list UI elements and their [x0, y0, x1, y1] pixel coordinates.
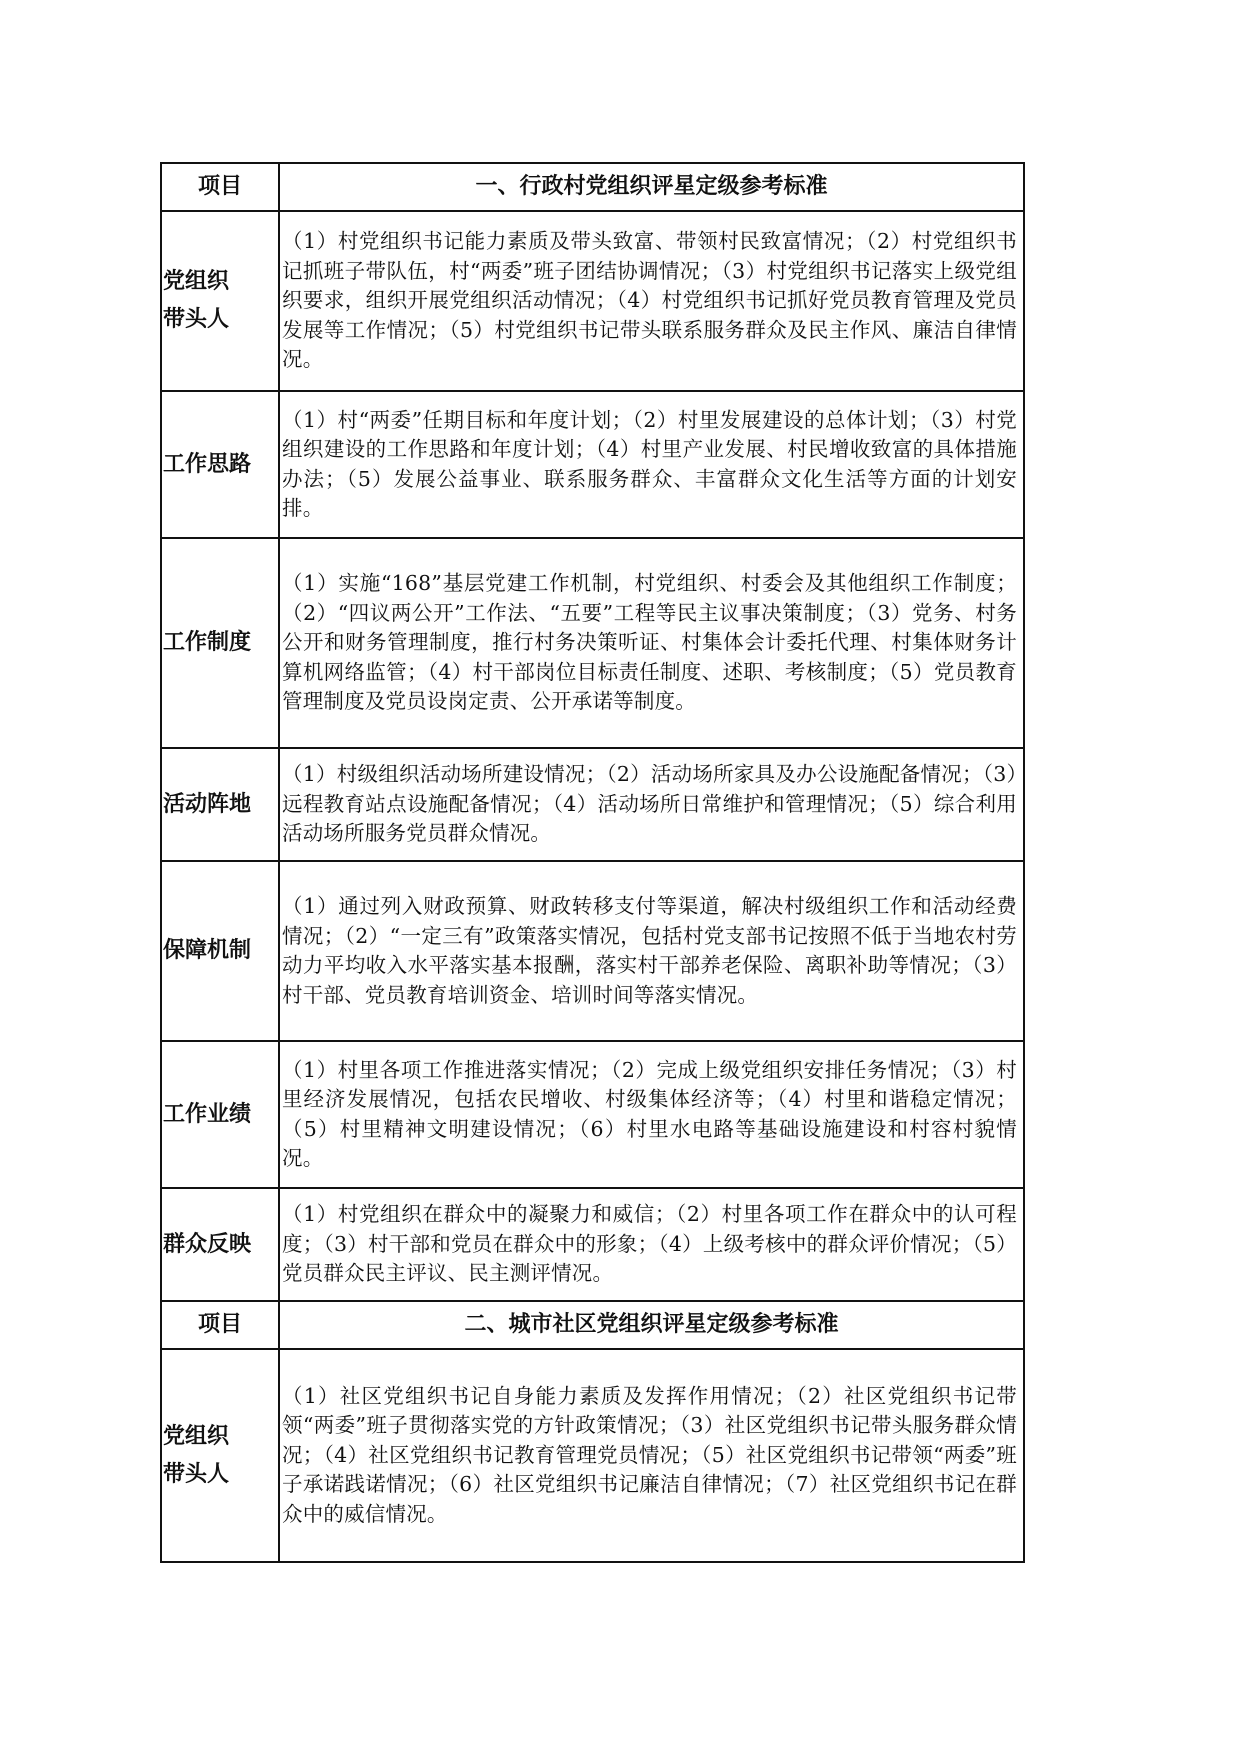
- row-label-line: 工作制度: [163, 630, 252, 655]
- table-row: [161, 748, 1024, 861]
- section1-title: 一、行政村党组织评星定级参考标准: [279, 163, 1024, 211]
- row-content: （1）村“两委”任期目标和年度计划；（2）村里发展建设的总体计划；（3）村党组织建设的工作思路和年度计划；（4）村里产业发展、村民增收致富的具体措施办法；（5）发展公益事业、联系服务群众、丰富群众文化生活等方面的计划安排。: [279, 391, 1024, 538]
- row-content: （1）村级组织活动场所建设情况；（2）活动场所家具及办公设施配备情况；（3）远程教育站点设施配备情况；（4）活动场所日常维护和管理情况；（5）综合利用活动场所服务党员群众情况。: [279, 748, 1024, 861]
- row-content: （1）通过列入财政预算、财政转移支付等渠道，解决村级组织工作和活动经费情况；（2）“一定三有”政策落实情况，包括村党支部书记按照不低于当地农村劳动力平均收入水平落实基本报酬，落实村干部养老保险、离职补助等情况；（3）村干部、党员教育培训资金、培训时间等落实情况。: [279, 861, 1024, 1041]
- table-row: [161, 211, 1024, 391]
- row-label-line: 活动阵地: [163, 791, 252, 817]
- row-label-line: 带头人: [163, 1461, 230, 1487]
- section2-title: 二、城市社区党组织评星定级参考标准: [279, 1301, 1024, 1349]
- row-content: （1）村里各项工作推进落实情况；（2）完成上级党组织安排任务情况；（3）村里经济发展情况，包括农民增收、村级集体经济等；（4）村里和谐稳定情况；（5）村里精神文明建设情况；（6）村里水电路等基础设施建设和村容村貌情况。: [279, 1041, 1024, 1188]
- section1-item-header: 项目: [161, 163, 279, 211]
- row-label: [161, 538, 279, 748]
- table-row: [161, 861, 1024, 1041]
- row-content: （1）村党组织书记能力素质及带头致富、带领村民致富情况；（2）村党组织书记抓班子带队伍，村“两委”班子团结协调情况；（3）村党组织书记落实上级党组织要求，组织开展党组织活动情况；（4）村党组织书记抓好党员教育管理及党员发展等工作情况；（5）村党组织书记带头联系服务群众及民主作风、廉洁自律情况。: [279, 211, 1024, 391]
- section2-item-header: 项目: [161, 1301, 279, 1349]
- row-label: [161, 748, 279, 861]
- table-row: [161, 391, 1024, 538]
- table-row: [161, 1041, 1024, 1188]
- row-content: （1）村党组织在群众中的凝聚力和威信；（2）村里各项工作在群众中的认可程度；（3）村干部和党员在群众中的形象；（4）上级考核中的群众评价情况；（5）党员群众民主评议、民主测评情况。: [279, 1188, 1024, 1301]
- row-content: （1）社区党组织书记自身能力素质及发挥作用情况；（2）社区党组织书记带领“两委”班子贯彻落实党的方针政策情况；（3）社区党组织书记带头服务群众情况；（4）社区党组织书记教育管理党员情况；（5）社区党组织书记带领“两委”班子承诺践诺情况；（6）社区党组织书记廉洁自律情况；（7）社区党组织书记在群众中的威信情况。: [279, 1349, 1024, 1562]
- rating-standards-table: [160, 162, 1025, 1563]
- row-label: [161, 861, 279, 1041]
- row-label: [161, 391, 279, 538]
- row-label: [161, 1349, 279, 1562]
- table-row: [161, 538, 1024, 748]
- table-row: [161, 1188, 1024, 1301]
- row-label-line: 党组织: [163, 269, 230, 294]
- row-label-line: 工作思路: [163, 451, 252, 477]
- row-content: （1）实施“168”基层党建工作机制，村党组织、村委会及其他组织工作制度；（2）“四议两公开”工作法、“五要”工程等民主议事决策制度；（3）党务、村务公开和财务管理制度，推行村务决策听证、村集体会计委托代理、村集体财务计算机网络监管；（4）村干部岗位目标责任制度、述职、考核制度；（5）党员教育管理制度及党员设岗定责、公开承诺等制度。: [279, 538, 1024, 748]
- row-label-line: 党组织: [163, 1423, 230, 1449]
- row-label-line: 带头人: [163, 307, 230, 332]
- table-row: [161, 1349, 1024, 1562]
- row-label: [161, 211, 279, 391]
- section1-header-row: [161, 163, 1024, 211]
- row-label-line: 保障机制: [163, 938, 252, 963]
- row-label-line: 工作业绩: [163, 1101, 252, 1127]
- section2-header-row: [161, 1301, 1024, 1349]
- row-label-line: 群众反映: [163, 1231, 252, 1257]
- row-label: [161, 1188, 279, 1301]
- row-label: [161, 1041, 279, 1188]
